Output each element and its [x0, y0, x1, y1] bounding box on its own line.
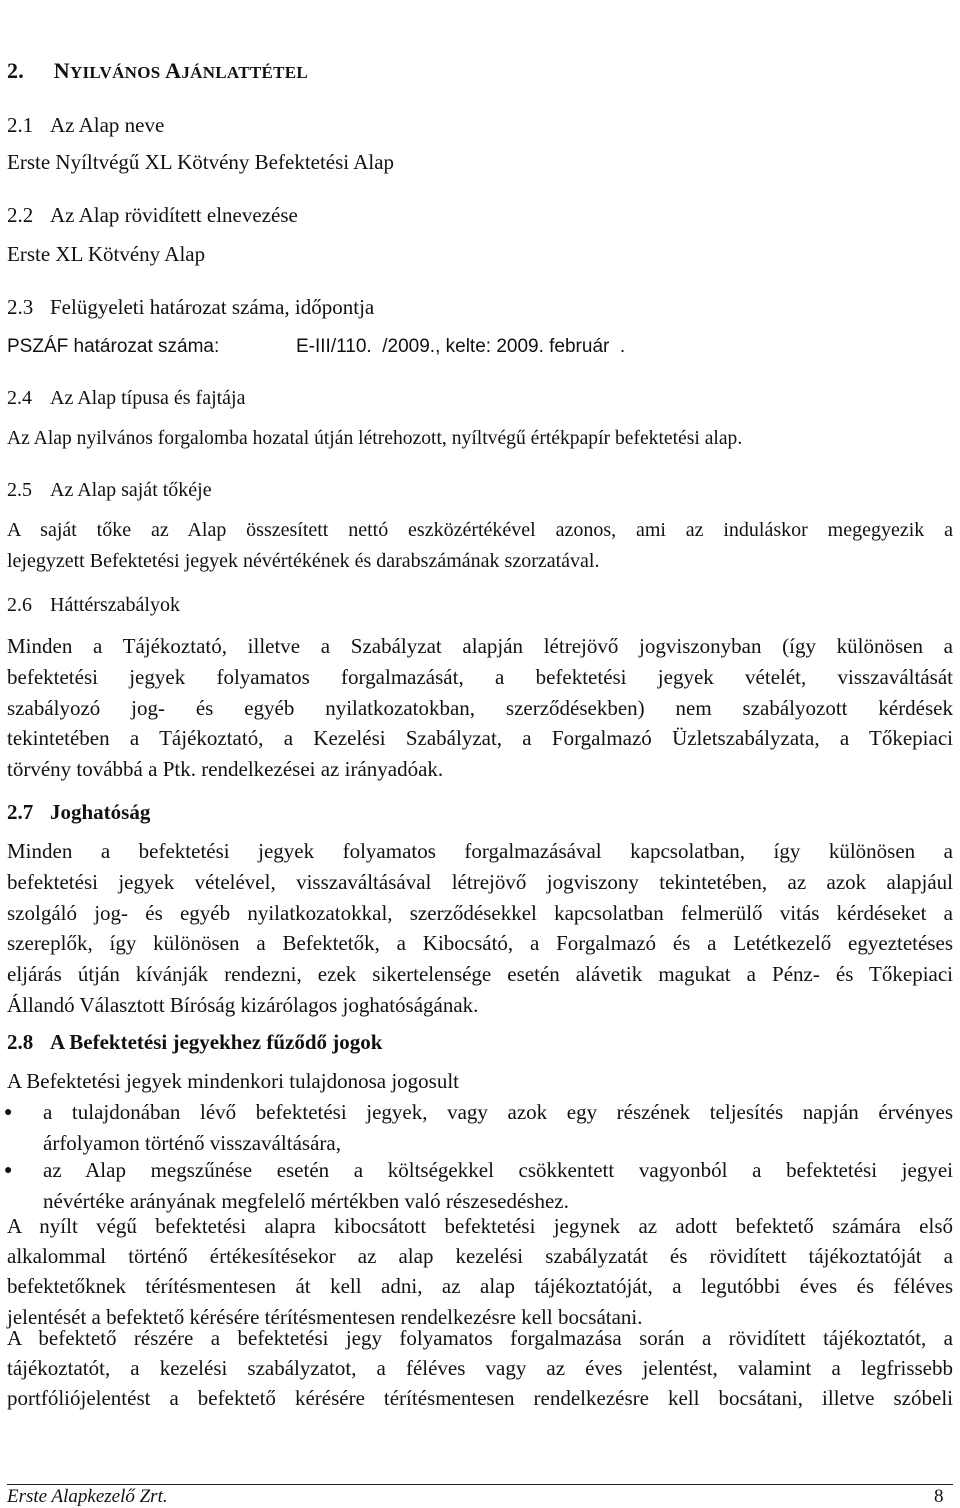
subsection-2-8-heading: 2.8 A Befektetési jegyekhez fűződő jogok [7, 1030, 383, 1054]
bullet-icon: ● [4, 1105, 13, 1120]
subsection-2-4-heading: 2.4 Az Alap típusa és fajtája [7, 387, 246, 409]
section-heading: 2. NYILVÁNOS AJÁNLATTÉTEL [7, 58, 309, 83]
subsection-2-5-heading: 2.5 Az Alap saját tőkéje [7, 479, 212, 501]
fund-type-text: Az Alap nyilvános forgalomba hozatal útján létrehozott, nyíltvégű értékpapír befektetési alap. [7, 428, 743, 449]
section-number: 2. [7, 58, 25, 83]
background-rules-paragraph: Minden a Tájékoztató, illetve a Szabályzat alapján létrejövő jogviszonyban (így különösen a befektetési jegyek folyamatos forgalmazását, a befektetési jegyek vételét, visszaváltását szabályozó jog- és egyéb nyilatkozatokban, szerződésekben) nem szabályozott kérdések tekintetében a Tájékoztató, a Kezelési Szabályzat, a Forgalmazó Üzletszabályzata, a Tőkepiaci törvény továbbá a Ptk. rendelkezései az irányadóak. [7, 634, 953, 782]
fund-short-name: Erste XL Kötvény Alap [7, 242, 206, 266]
fund-name: Erste Nyíltvégű XL Kötvény Befektetési Alap [7, 150, 395, 174]
equity-paragraph: A saját tőke az Alap összesített nettó eszközértékével azonos, ami az induláskor megegyezik a lejegyzett Befektetési jegyek névértékének és darabszámának szorzatával. [7, 519, 953, 572]
subsection-2-7-heading: 2.7 Joghatóság [7, 800, 151, 824]
resolution-label: PSZÁF határozat száma: [7, 336, 220, 357]
rights-intro: A Befektetési jegyek mindenkori tulajdonosa jogosult [7, 1069, 460, 1093]
resolution-value: E-III/110. /2009., kelte: 2009. február . [296, 336, 626, 357]
subsection-2-1-heading: 2.1 Az Alap neve [7, 113, 165, 137]
jurisdiction-paragraph: Minden a befektetési jegyek folyamatos forgalmazásával kapcsolatban, így különösen a befektetési jegyek vételével, visszaváltásával létrejövő jogviszony tekintetében, az azok alapjául szolgáló jog- és egyéb nyilatkozatokkal, szerződésekkel kapcsolatban felmerülő vitás kérdéseket a szereplők, így különösen a Befektetők, a Kibocsátó, a Forgalmazó és a Letétkezelő egyeztetéses eljárás útján kívánják rendezni, ezek sikertelensége esetén alávetik magukat a Pénz- és Tőkepiaci Állandó Választott Bíróság kizárólagos joghatóságának. [7, 839, 953, 1017]
rights-bullet-item: a tulajdonában lévő befektetési jegyek, vagy azok egy részének teljesítés napján érvényes árfolyamon történő visszaváltására, [43, 1100, 953, 1155]
subsection-2-2-heading: 2.2 Az Alap rövidített elnevezése [7, 203, 298, 227]
footer-page-number: 8 [934, 1486, 944, 1507]
bullet-icon: ● [4, 1163, 13, 1178]
rights-bullet-item: az Alap megszűnése esetén a költségekkel csökkentett vagyonból a befektetési jegyei névértéke arányának megfelelő mértékben való részesedéshez. [43, 1158, 953, 1213]
footer-company: Erste Alapkezelő Zrt. [7, 1486, 168, 1507]
subsection-2-3-heading: 2.3 Felügyeleti határozat száma, időpontja [7, 295, 375, 319]
footer-divider [7, 1484, 953, 1485]
subsection-2-6-heading: 2.6 Háttérszabályok [7, 594, 180, 616]
distribution-paragraph-2: A befektető részére a befektetési jegy folyamatos forgalmazása során a rövidített tájékoztatót, a tájékoztatót, a kezelési szabályzatot, a féléves vagy az éves jelentést, valamint a legfrissebb portfóliójelentést a befektető kérésére térítésmentesen rendelkezésre kell bocsátani, illetve szóbeli [7, 1326, 953, 1411]
distribution-paragraph-1: A nyílt végű befektetési alapra kibocsátott befektetési jegynek az adott befektető számára első alkalommal történő értékesítésekor az alap kezelési szabályzatát és rövidített tájékoztatóját a befektetőknek térítésmentesen át kell adni, az alap tájékoztatóját, a legutóbbi éves és féléves jelentését a befektető kérésére térítésmentesen rendelkezésre kell bocsátani. [7, 1214, 953, 1329]
